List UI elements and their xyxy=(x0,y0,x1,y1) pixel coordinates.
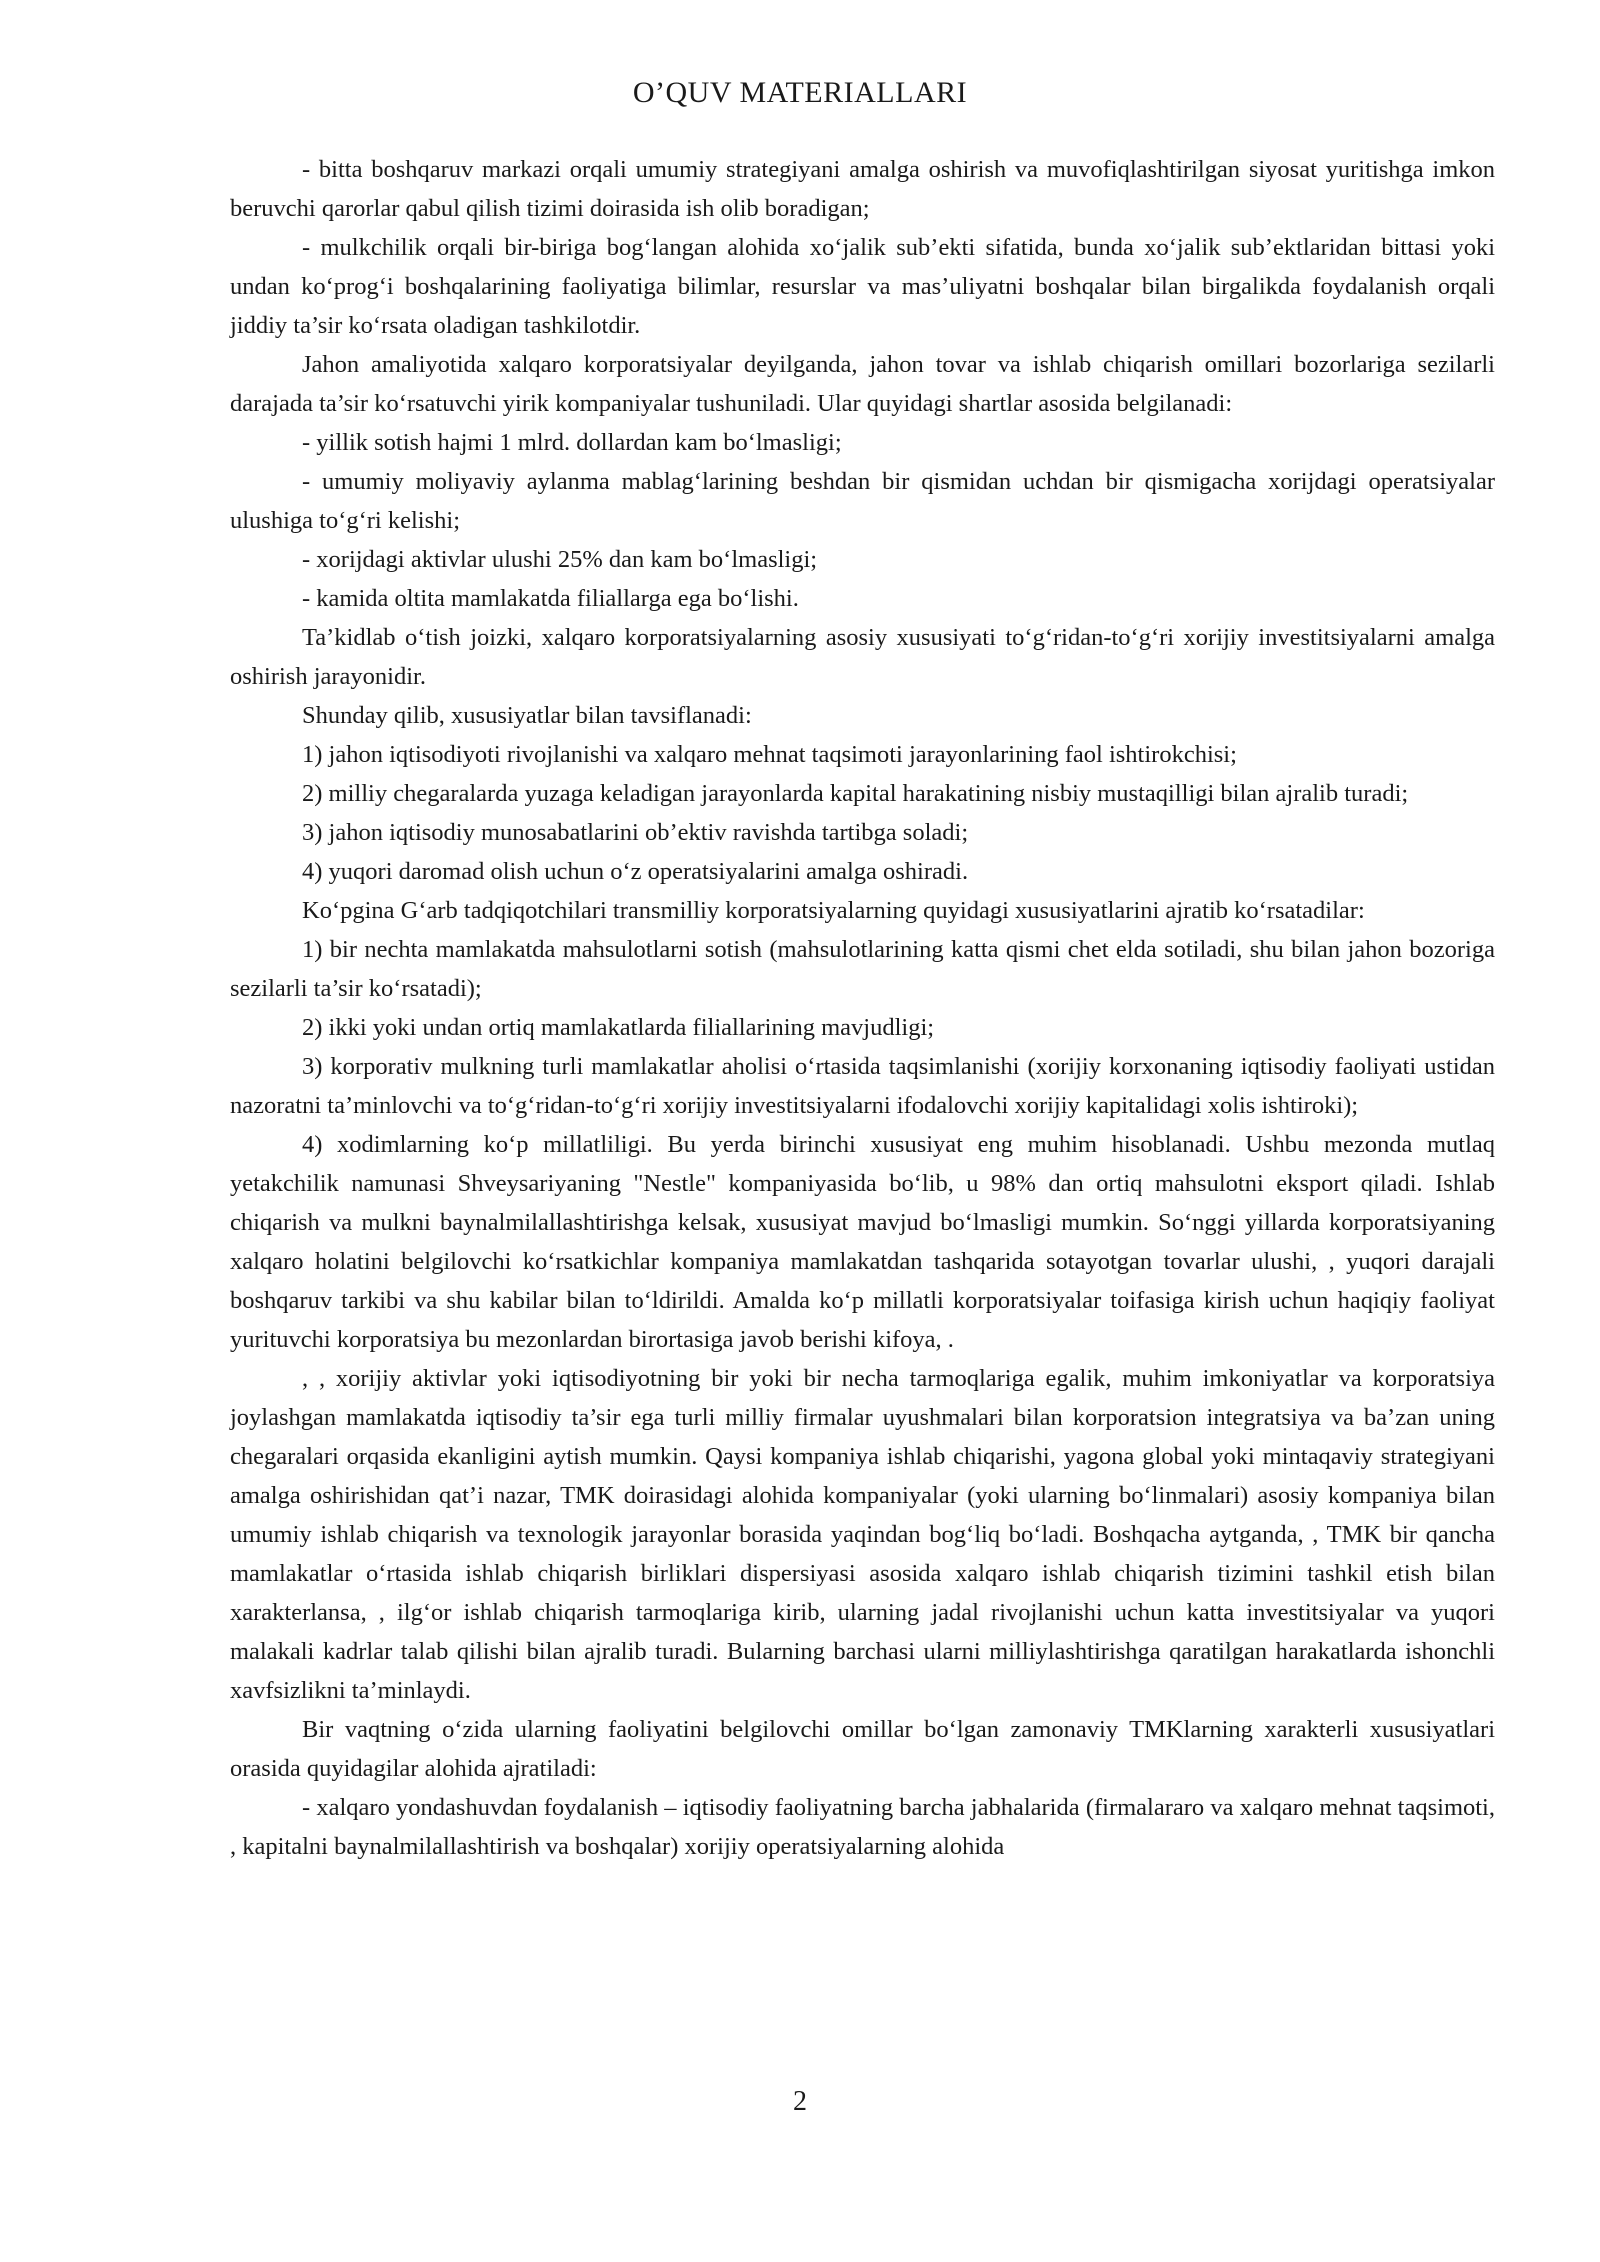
page-header: O’QUV MATERIALLARI xyxy=(632,76,968,109)
paragraph: 2) milliy chegaralarda yuzaga keladigan jarayonlarda kapital harakatining nisbiy mustaqilligi bilan ajralib turadi; xyxy=(302,780,1409,807)
paragraph: 4) yuqori daromad olish uchun o‘z operatsiyalarini amalga oshiradi. xyxy=(302,858,969,885)
paragraph: 3) jahon iqtisodiy munosabatlarini ob’ektiv ravishda tartibga soladi; xyxy=(302,819,969,846)
paragraph: 3) korporativ mulkning turli mamlakatlar aholisi o‘rtasida taqsimlanishi (xorijiy korxonaning iqtisodiy faoliyati ustidan nazoratni ta’minlovchi va to‘g‘ridan-to‘g‘ri xorijiy investitsiyalarni ifodalovchi xorijiy kapitalidagi xolis ishtiroki); xyxy=(230,1053,1495,1119)
paragraph: - xalqaro yondashuvdan foydalanish – iqtisodiy faoliyatning barcha jabhalarida (firmalararo va xalqaro mehnat taqsimoti, , kapitalni baynalmilallashtirish va boshqalar) xorijiy operatsiyalarning alohida xyxy=(230,1794,1495,1860)
paragraph: Shunday qilib, xususiyatlar bilan tavsiflanadi: xyxy=(302,702,752,729)
paragraph: - mulkchilik orqali bir-biriga bog‘langan alohida xo‘jalik sub’ekti sifatida, bunda xo‘jalik sub’ektlaridan bittasi yoki undan ko‘prog‘i boshqalarining faoliyatiga bilimlar, resurslar va mas’uliyatni boshqalar bilan birgalikda foydalanish orqali jiddiy ta’sir ko‘rsata oladigan tashkilotdir. xyxy=(230,234,1495,339)
paragraph: Ko‘pgina G‘arb tadqiqotchilari transmilliy korporatsiyalarning quyidagi xususiyatlarini ajratib ko‘rsatadilar: xyxy=(302,897,1365,924)
paragraph: 2) ikki yoki undan ortiq mamlakatlarda filiallarining mavjudligi; xyxy=(302,1014,935,1041)
paragraph: Bir vaqtning o‘zida ularning faoliyatini belgilovchi omillar bo‘lgan zamonaviy TMKlarning xarakterli xususiyatlari orasida quyidagilar alohida ajratiladi: xyxy=(230,1716,1495,1782)
paragraph: 1) bir nechta mamlakatda mahsulotlarni sotish (mahsulotlarining katta qismi chet elda sotiladi, shu bilan jahon bozoriga sezilarli ta’sir ko‘rsatadi); xyxy=(230,936,1495,1002)
paragraph: - bitta boshqaruv markazi orqali umumiy strategiyani amalga oshirish va muvofiqlashtirilgan siyosat yuritishga imkon beruvchi qarorlar qabul qilish tizimi doirasida ish olib boradigan; xyxy=(230,156,1495,222)
paragraph: 1) jahon iqtisodiyoti rivojlanishi va xalqaro mehnat taqsimoti jarayonlarining faol ishtirokchisi; xyxy=(302,741,1237,768)
paragraph: - umumiy moliyaviy aylanma mablag‘larining beshdan bir qismidan uchdan bir qismigacha xorijdagi operatsiyalar ulushiga to‘g‘ri kelishi; xyxy=(230,468,1495,534)
paragraph: - yillik sotish hajmi 1 mlrd. dollardan kam bo‘lmasligi; xyxy=(302,429,842,456)
document-body xyxy=(230,150,1495,1866)
paragraph: - kamida oltita mamlakatda filiallarga ega bo‘lishi. xyxy=(302,585,799,612)
paragraph: , , xorijiy aktivlar yoki iqtisodiyotning bir yoki bir necha tarmoqlariga egalik, muhim imkoniyatlar va korporatsiya joylashgan mamlakatda iqtisodiy ta’sir ega turli milliy firmalar uyushmalari bilan korporatsion integratsiya va ba’zan uning chegaralari orqasida ekanligini aytish mumkin. Qaysi kompaniya ishlab chiqarishi, yagona global yoki mintaqaviy strategiyani amalga oshirishidan qat’i nazar, TMK doirasidagi alohida kompaniyalar (yoki ularning bo‘linmalari) asosiy kompaniya bilan umumiy ishlab chiqarish va texnologik jarayonlar borasida yaqindan bog‘liq bo‘ladi. Boshqacha aytganda, , TMK bir qancha mamlakatlar o‘rtasida ishlab chiqarish birliklari dispersiyasi asosida xalqaro ishlab chiqarish tizimini tashkil etish bilan xarakterlansa, , ilg‘or ishlab chiqarish tarmoqlariga kirib, ularning jadal rivojlanishi uchun katta investitsiyalar va yuqori malakali kadrlar talab qilishi bilan ajralib turadi. Bularning barchasi ularni milliylashtirishga qaratilgan harakatlarda ishonchli xavfsizlikni ta’minlaydi. xyxy=(230,1365,1495,1704)
paragraph: - xorijdagi aktivlar ulushi 25% dan kam bo‘lmasligi; xyxy=(302,546,818,573)
paragraph: Jahon amaliyotida xalqaro korporatsiyalar deyilganda, jahon tovar va ishlab chiqarish omillari bozorlariga sezilarli darajada ta’sir ko‘rsatuvchi yirik kompaniyalar tushuniladi. Ular quyidagi shartlar asosida belgilanadi: xyxy=(230,351,1495,417)
paragraph: 4) xodimlarning ko‘p millatliligi. Bu yerda birinchi xususiyat eng muhim hisoblanadi. Ushbu mezonda mutlaq yetakchilik namunasi Shveysariyaning "Nestle" kompaniyasida bo‘lib, u 98% dan ortiq mahsulotni eksport qiladi. Ishlab chiqarish va mulkni baynalmilallashtirishga kelsak, xususiyat mavjud bo‘lmasligi mumkin. So‘nggi yillarda korporatsiyaning xalqaro holatini belgilovchi ko‘rsatkichlar kompaniya mamlakatdan tashqarida sotayotgan tovarlar ulushi, , yuqori darajali boshqaruv tarkibi va shu kabilar bilan to‘ldirildi. Amalda ko‘p millatli korporatsiyalar toifasiga kirish uchun haqiqiy faoliyat yurituvchi korporatsiya bu mezonlardan birortasiga javob berishi kifoya, . xyxy=(230,1131,1495,1353)
paragraph: Ta’kidlab o‘tish joizki, xalqaro korporatsiyalarning asosiy xususiyati to‘g‘ridan-to‘g‘ri xorijiy investitsiyalarni amalga oshirish jarayonidir. xyxy=(230,624,1495,690)
page-number: 2 xyxy=(793,2086,807,2117)
